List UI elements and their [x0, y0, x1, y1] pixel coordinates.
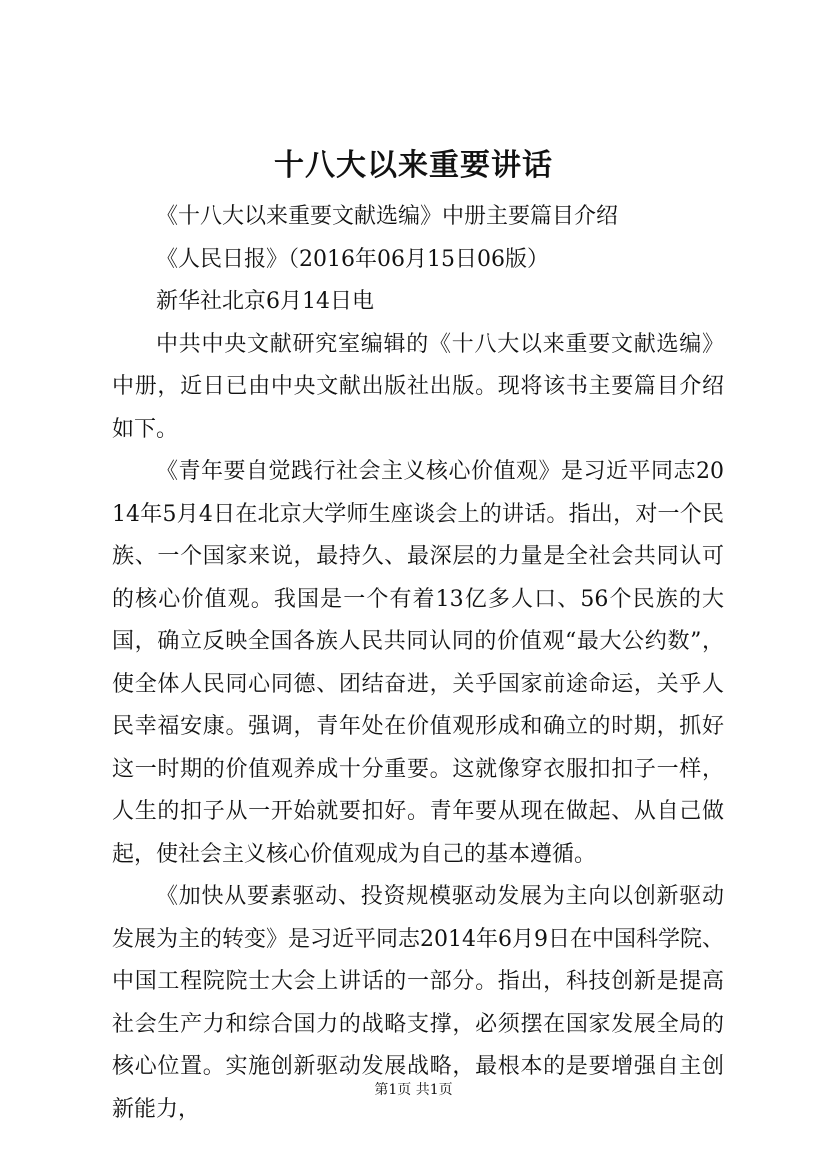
page-footer: 第1页 共1页 — [374, 1082, 453, 1098]
document-title: 十八大以来重要讲话 — [274, 148, 553, 183]
document-body — [112, 196, 724, 1131]
source-paragraph: 《人民日报》（2016年06月15日06版） — [156, 246, 549, 272]
subtitle-paragraph: 《十八大以来重要文献选编》中册主要篇目介绍 — [156, 204, 619, 229]
body-paragraph: 《加快从要素驱动、投资规模驱动发展为主向以创新驱动发展为主的转变》是习近平同志2014年6月9日在中国科学院、中国工程院院士大会上讲话的一部分。指出，科技创新是提高社会生产力和综合国力的战略支撑，必须摆在国家发展全局的核心位置。实施创新驱动发展战略，最根本的是要增强自主创新能力， — [112, 884, 724, 1122]
body-paragraph: 《青年要自觉践行社会主义核心价值观》是习近平同志2014年5月4日在北京大学师生座谈会上的讲话。指出，对一个民族、一个国家来说，最持久、最深层的力量是全社会共同认可的核心价值观。我国是一个有着13亿多人口、56个民族的大国，确立反映全国各族人民共同认同的价值观“最大公约数”，使全体人民同心同德、团结奋进，关乎国家前途命运，关乎人民幸福安康。强调，青年处在价值观形成和确立的时期，抓好这一时期的价值观养成十分重要。这就像穿衣服扣扣子一样，人生的扣子从一开始就要扣好。青年要从现在做起、从自己做起，使社会主义核心价值观成为自己的基本遵循。 — [112, 459, 724, 867]
intro-paragraph: 中共中央文献研究室编辑的《十八大以来重要文献选编》中册，近日已由中央文献出版社出版。现将该书主要篇目介绍如下。 — [112, 331, 724, 442]
dateline-paragraph: 新华社北京6月14日电 — [156, 289, 374, 314]
